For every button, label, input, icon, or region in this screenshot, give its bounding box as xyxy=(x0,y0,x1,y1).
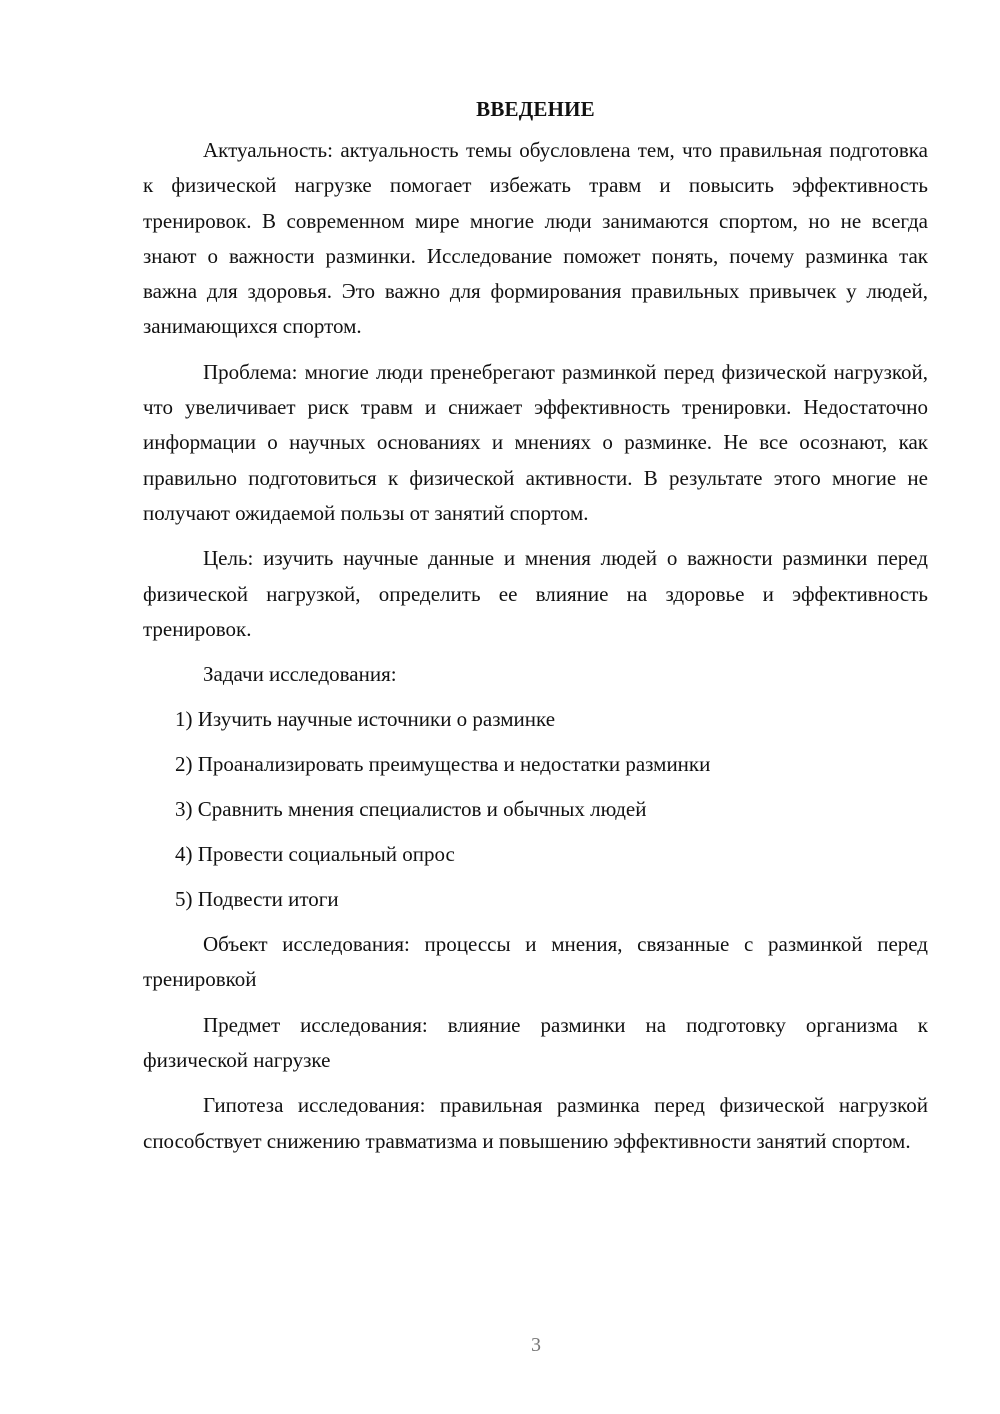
tasks-list xyxy=(143,702,928,917)
task-item: 4) Провести социальный опрос xyxy=(175,842,455,867)
tasks-heading: Задачи исследования: xyxy=(203,662,397,687)
document-page xyxy=(143,92,928,1159)
page-number: 3 xyxy=(531,1334,541,1356)
hypothesis-paragraph: Гипотеза исследования: правильная разминка перед физической нагрузкой способствует снижению травматизма и повышению эффективности занятий спортом. xyxy=(143,1093,928,1153)
object-paragraph: Объект исследования: процессы и мнения, связанные с разминкой перед тренировкой xyxy=(143,932,928,992)
goal-paragraph: Цель: изучить научные данные и мнения людей о важности разминки перед физической нагрузкой, определить ее влияние на здоровье и эффективность тренировок. xyxy=(143,546,928,641)
relevance-paragraph: Актуальность: актуальность темы обусловлена тем, что правильная подготовка к физической нагрузке помогает избежать травм и повысить эффективность тренировок. В современном мире многие люди занимаются спортом, но не всегда знают о важности разминки. Исследование поможет понять, почему разминка так важна для здоровья. Это важно для формирования правильных привычек у людей, занимающихся спортом. xyxy=(143,138,928,339)
task-item: 2) Проанализировать преимущества и недостатки разминки xyxy=(175,752,711,777)
task-item: 5) Подвести итоги xyxy=(175,887,339,912)
problem-paragraph: Проблема: многие люди пренебрегают разминкой перед физической нагрузкой, что увеличивает риск травм и снижает эффективность тренировки. Недостаточно информации о научных основаниях и мнениях о разминке. Не все осознают, как правильно подготовиться к физической активности. В результате этого многие не получают ожидаемой пользы от занятий спортом. xyxy=(143,359,928,525)
task-item: 3) Сравнить мнения специалистов и обычных людей xyxy=(175,797,647,822)
section-title: ВВЕДЕНИЕ xyxy=(476,97,595,121)
task-item: 1) Изучить научные источники о разминке xyxy=(175,707,556,732)
subject-paragraph: Предмет исследования: влияние разминки на подготовку организма к физической нагрузке xyxy=(143,1012,928,1073)
